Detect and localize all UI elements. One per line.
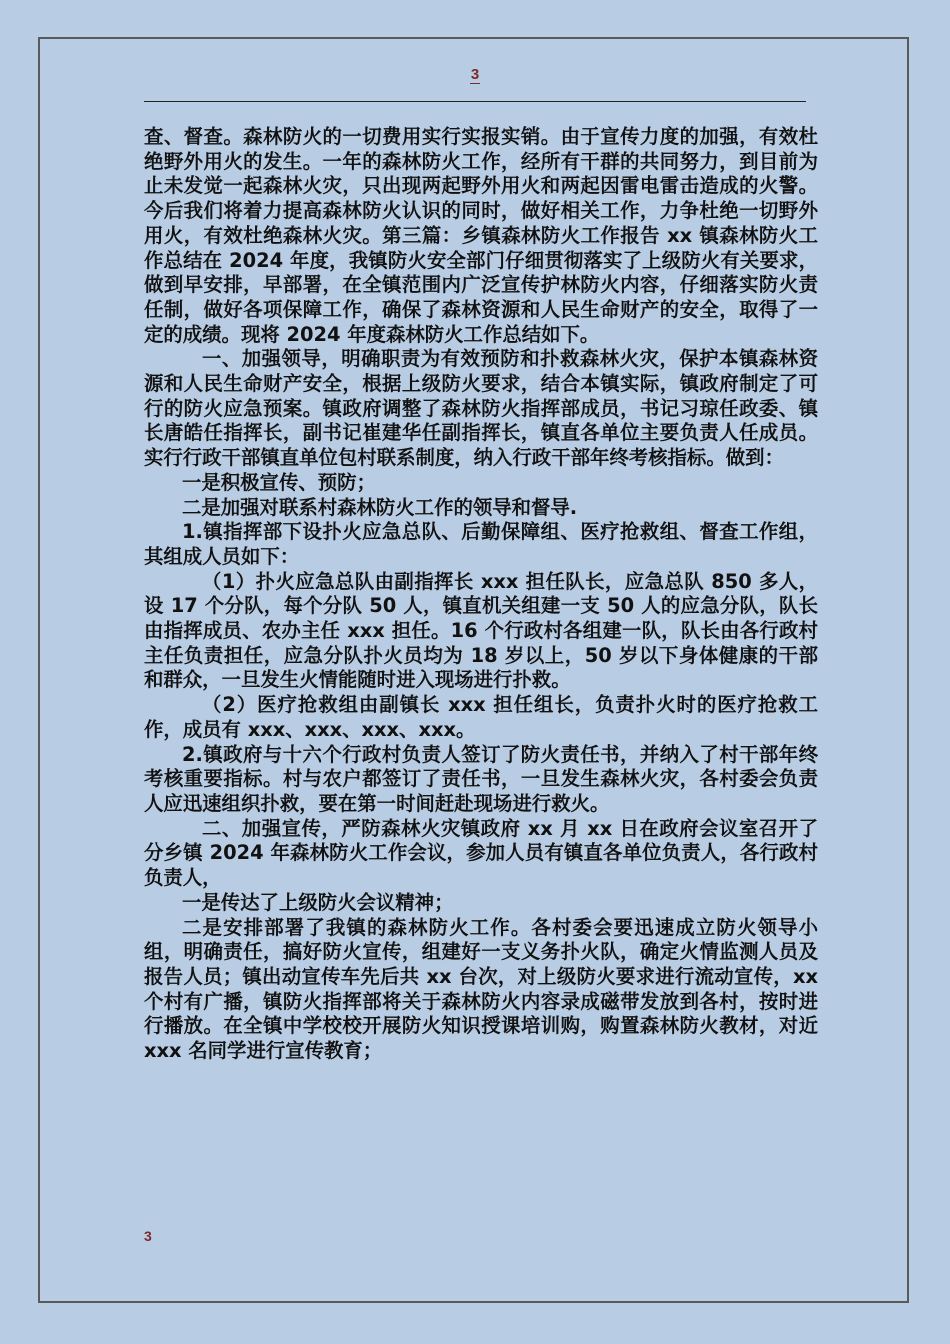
paragraph: 二是安排部署了我镇的森林防火工作。各村委会要迅速成立防火领导小组，明确责任，搞好防火宣传，组建好一支义务扑火队，确定火情监测人员及报告人员；镇出动宣传车先后共 xx 台次，对上级防火要求进行流动宣传，xx 个村有广播，镇防火指挥部将关于森林防火内容录成磁带发放到各村，按时进行播放。在全镇中学校校开展防火知识授课培训购，购置森林防火教材，对近 xxx 名同学进行宣传教育； — [144, 915, 818, 1063]
paragraph: （2）医疗抢救组由副镇长 xxx 担任组长，负责扑火时的医疗抢救工作，成员有 xxx、xxx、xxx、xxx。 — [144, 693, 818, 741]
paragraph: 一是积极宣传、预防； — [182, 470, 376, 494]
page-header-number: 3 — [470, 66, 480, 83]
paragraph: 二、加强宣传，严防森林火灾镇政府 xx 月 xx 日在政府会议室召开了分乡镇 2024 年森林防火工作会议，参加人员有镇直各单位负责人，各行政村负责人， — [144, 816, 818, 890]
paragraph: 一、加强领导，明确职责为有效预防和扑救森林火灾，保护本镇森林资源和人民生命财产安全，根据上级防火要求，结合本镇实际，镇政府制定了可行的防火应急预案。镇政府调整了森林防火指挥部成员，书记习琼任政委、镇长唐皓任指挥长，副书记崔建华任副指挥长，镇直各单位主要负责人任成员。实行行政干部镇直单位包村联系制度，纳入行政干部年终考核指标。做到： — [144, 347, 818, 470]
paragraph: 2.镇政府与十六个行政村负责人签订了防火责任书，并纳入了村干部年终考核重要指标。村与农户都签订了责任书，一旦发生森林火灾，各村委会负责人应迅速组织扑救，要在第一时间赶赴现场进行救火。 — [144, 742, 818, 815]
document-body — [144, 125, 818, 1064]
paragraph: （1）扑火应急总队由副指挥长 xxx 担任队长，应急总队 850 多人，设 17 个分队，每个分队 50 人，镇直机关组建一支 50 人的应急分队，队长由指挥成员、农办主任 xxx 担任。16 个行政村各组建一队，队长由各行政村主任负责担任，应急分队扑火员均为 18 岁以上，50 岁以下身体健康的干部和群众，一旦发生火情能随时进入现场进行扑救。 — [144, 569, 818, 692]
paragraph: 一是传达了上级防火会议精神； — [182, 890, 454, 914]
paragraph: 查、督查。森林防火的一切费用实行实报实销。由于宣传力度的加强，有效杜绝野外用火的发生。一年的森林防火工作，经所有干群的共同努力，到目前为止未发觉一起森林火灾，只出现两起野外用火和两起因雷电雷击造成的火警。今后我们将着力提高森林防火认识的同时，做好相关工作，力争杜绝一切野外用火，有效杜绝森林火灾。第三篇：乡镇森林防火工作报告 xx 镇森林防火工作总结在 2024 年度，我镇防火安全部门仔细贯彻落实了上级防火有关要求，做到早安排，早部署，在全镇范围内广泛宣传护林防火内容，仔细落实防火责任制，做好各项保障工作，确保了森林资源和人民生命财产的安全，取得了一定的成绩。现将 2024 年度森林防火工作总结如下。 — [144, 125, 818, 346]
paragraph: 二是加强对联系村森林防火工作的领导和督导. — [182, 495, 578, 519]
page-footer-number: 3 — [144, 1228, 152, 1244]
header-rule — [144, 101, 806, 102]
paragraph: 1.镇指挥部下设扑火应急总队、后勤保障组、医疗抢救组、督查工作组，其组成人员如下： — [144, 520, 818, 568]
